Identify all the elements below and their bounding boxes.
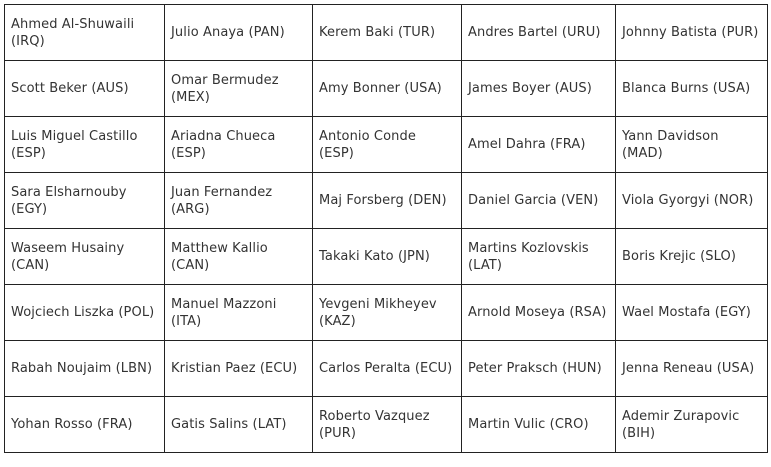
name-cell: Luis Miguel Castillo (ESP) <box>5 117 165 173</box>
name-cell: Gatis Salins (LAT) <box>165 397 313 453</box>
table-row <box>5 5 768 61</box>
name-cell: Juan Fernandez (ARG) <box>165 173 313 229</box>
name-cell: Waseem Husainy (CAN) <box>5 229 165 285</box>
names-table <box>4 4 768 453</box>
table-row <box>5 173 768 229</box>
name-cell: Amy Bonner (USA) <box>313 61 462 117</box>
name-cell: Viola Gyorgyi (NOR) <box>616 173 768 229</box>
name-cell: Rabah Noujaim (LBN) <box>5 341 165 397</box>
name-cell: Omar Bermudez (MEX) <box>165 61 313 117</box>
table-row <box>5 229 768 285</box>
name-cell: Kerem Baki (TUR) <box>313 5 462 61</box>
name-cell: Johnny Batista (PUR) <box>616 5 768 61</box>
name-cell: Ariadna Chueca (ESP) <box>165 117 313 173</box>
name-cell: Kristian Paez (ECU) <box>165 341 313 397</box>
name-cell: Boris Krejic (SLO) <box>616 229 768 285</box>
name-cell: Yevgeni Mikheyev (KAZ) <box>313 285 462 341</box>
table-row <box>5 397 768 453</box>
name-cell: Ademir Zurapovic (BIH) <box>616 397 768 453</box>
table-row <box>5 117 768 173</box>
table-row <box>5 285 768 341</box>
name-cell: Wojciech Liszka (POL) <box>5 285 165 341</box>
name-cell: Carlos Peralta (ECU) <box>313 341 462 397</box>
name-cell: Wael Mostafa (EGY) <box>616 285 768 341</box>
name-cell: Amel Dahra (FRA) <box>462 117 616 173</box>
name-cell: Takaki Kato (JPN) <box>313 229 462 285</box>
table-row <box>5 341 768 397</box>
name-cell: Arnold Moseya (RSA) <box>462 285 616 341</box>
name-cell: Peter Praksch (HUN) <box>462 341 616 397</box>
name-cell: Martin Vulic (CRO) <box>462 397 616 453</box>
names-grid-container <box>4 4 768 453</box>
table-row <box>5 61 768 117</box>
name-cell: Scott Beker (AUS) <box>5 61 165 117</box>
name-cell: Yohan Rosso (FRA) <box>5 397 165 453</box>
name-cell: Matthew Kallio (CAN) <box>165 229 313 285</box>
name-cell: Maj Forsberg (DEN) <box>313 173 462 229</box>
name-cell: Manuel Mazzoni (ITA) <box>165 285 313 341</box>
name-cell: Jenna Reneau (USA) <box>616 341 768 397</box>
name-cell: Daniel Garcia (VEN) <box>462 173 616 229</box>
name-cell: Ahmed Al-Shuwaili (IRQ) <box>5 5 165 61</box>
name-cell: Sara Elsharnouby (EGY) <box>5 173 165 229</box>
name-cell: Roberto Vazquez (PUR) <box>313 397 462 453</box>
name-cell: Andres Bartel (URU) <box>462 5 616 61</box>
name-cell: James Boyer (AUS) <box>462 61 616 117</box>
name-cell: Julio Anaya (PAN) <box>165 5 313 61</box>
name-cell: Antonio Conde (ESP) <box>313 117 462 173</box>
name-cell: Blanca Burns (USA) <box>616 61 768 117</box>
name-cell: Yann Davidson (MAD) <box>616 117 768 173</box>
name-cell: Martins Kozlovskis (LAT) <box>462 229 616 285</box>
